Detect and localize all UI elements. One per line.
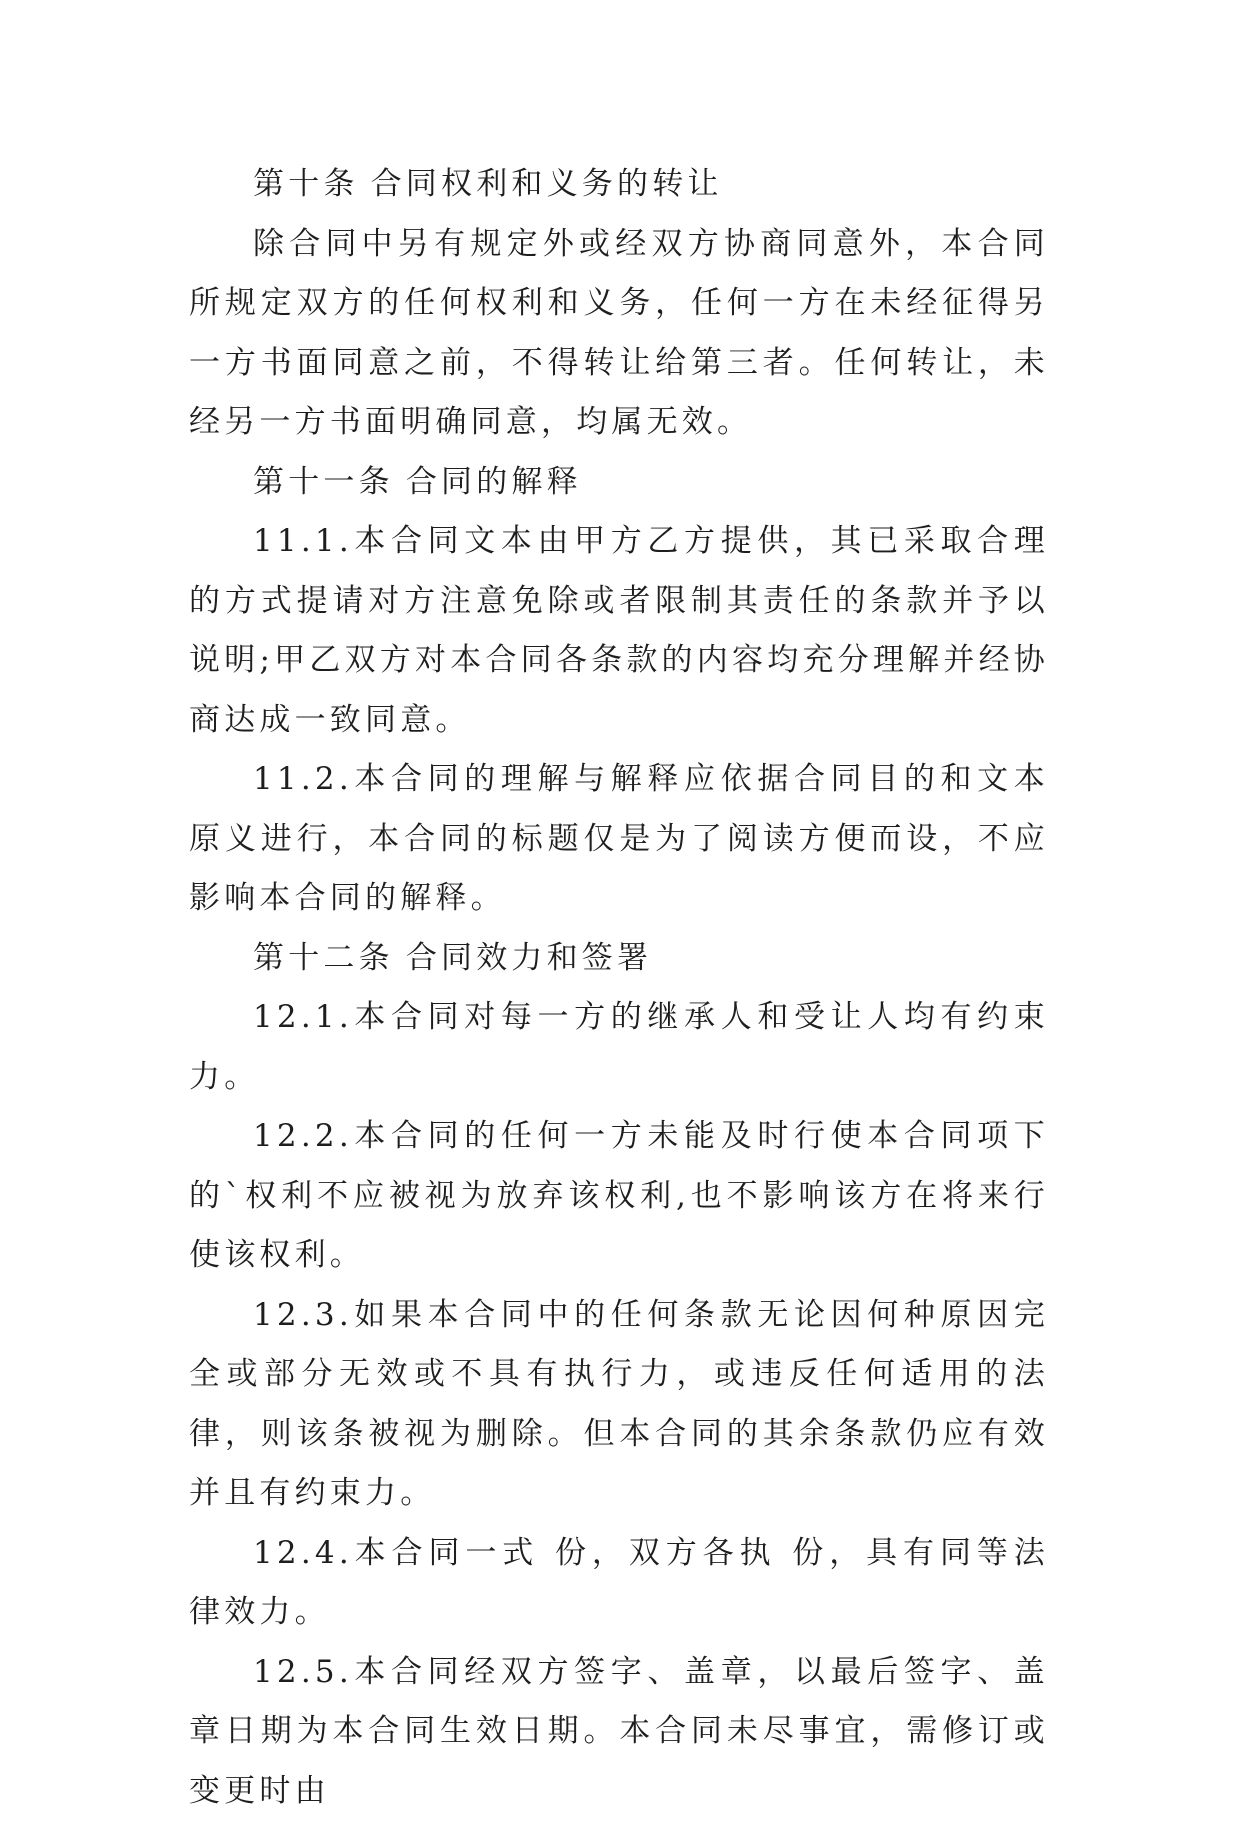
article-11-title: 合同的解释 <box>406 464 582 500</box>
clause-12-1: 12.1.本合同对每一方的继承人和受让人均有约束力。 <box>189 988 1049 1107</box>
clause-12-5: 12.5.本合同经双方签字、盖章，以最后签字、盖章日期为本合同生效日期。本合同未尽事宜，需修订或变更时由 <box>189 1643 1049 1821</box>
article-11-heading <box>189 453 1049 513</box>
article-11-number: 第十一条 <box>253 464 394 500</box>
article-12-heading <box>189 929 1049 989</box>
clause-11-1: 11.1.本合同文本由甲方乙方提供，其已采取合理的方式提请对方注意免除或者限制其责任的条款并予以说明;甲乙双方对本合同各条款的内容均充分理解并经协商达成一致同意。 <box>189 512 1049 750</box>
clause-12-3: 12.3.如果本合同中的任何条款无论因何种原因完全或部分无效或不具有执行力，或违反任何适用的法律，则该条被视为删除。但本合同的其余条款仍应有效并且有约束力。 <box>189 1286 1049 1524</box>
clause-12-2: 12.2.本合同的任何一方未能及时行使本合同项下的`权利不应被视为放弃该权利,也不影响该方在将来行使该权利。 <box>189 1107 1049 1286</box>
clause-12-4: 12.4.本合同一式 份，双方各执 份，具有同等法律效力。 <box>189 1524 1049 1643</box>
article-12-number: 第十二条 <box>253 940 394 976</box>
article-10-title: 合同权利和义务的转让 <box>371 166 723 202</box>
article-10-heading <box>189 155 1049 215</box>
article-12-title: 合同效力和签署 <box>406 940 652 976</box>
article-10-number: 第十条 <box>253 166 359 202</box>
article-10-body: 除合同中另有规定外或经双方协商同意外，本合同所规定双方的任何权利和义务，任何一方在未经征得另一方书面同意之前，不得转让给第三者。任何转让，未经另一方书面明确同意，均属无效。 <box>189 215 1049 453</box>
clause-11-2: 11.2.本合同的理解与解释应依据合同目的和文本原义进行，本合同的标题仅是为了阅读方便而设，不应影响本合同的解释。 <box>189 750 1049 929</box>
contract-body <box>189 155 1049 1821</box>
